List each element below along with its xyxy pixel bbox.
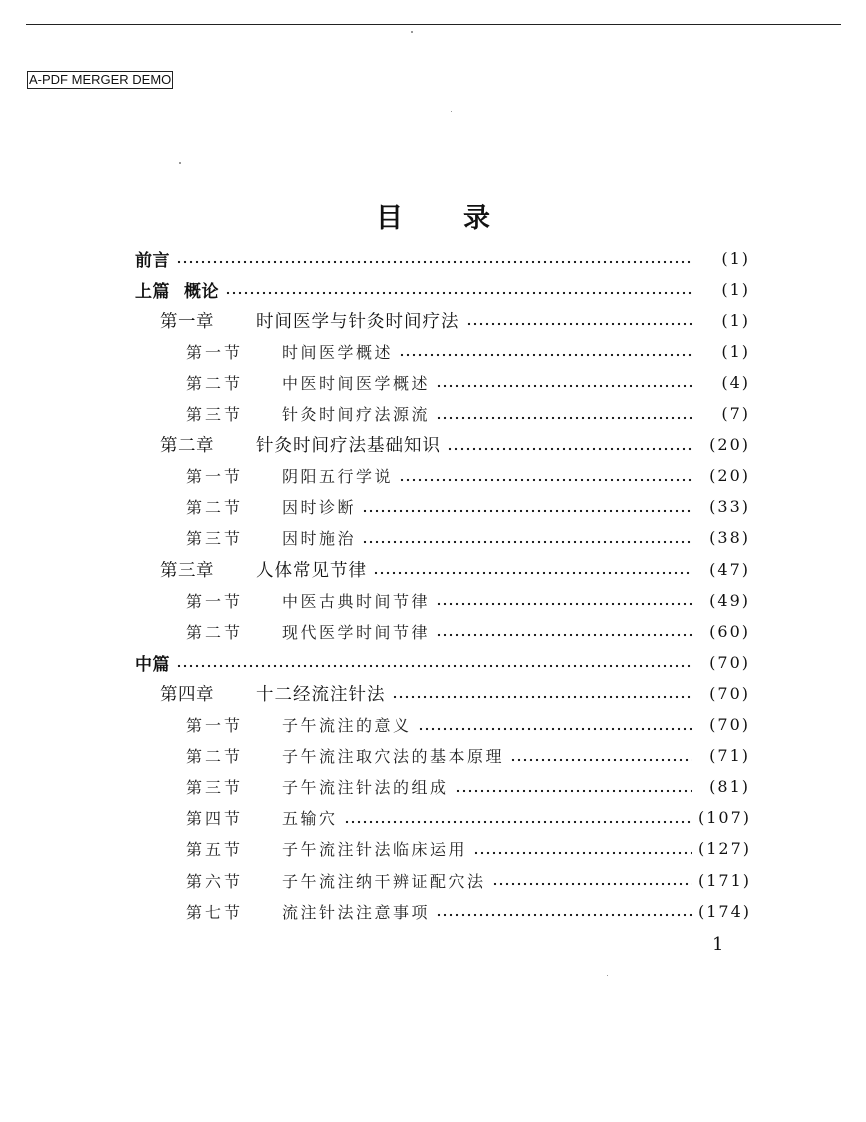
dot-leader xyxy=(225,275,692,303)
toc-entry-number: 第一章 xyxy=(160,311,214,332)
toc-entry-title: 因时诊断 xyxy=(282,498,357,518)
title-char-2: 录 xyxy=(463,203,490,235)
toc-entry-number: 第三节 xyxy=(186,405,244,424)
dot-leader xyxy=(473,835,692,863)
toc-entry-page: (20) xyxy=(709,466,750,486)
dot-leader xyxy=(447,431,692,459)
toc-entry-title: 前言 xyxy=(135,250,170,271)
toc-entry-page: (38) xyxy=(709,528,750,548)
toc-entry[interactable] xyxy=(0,617,866,645)
toc-entry-page: (7) xyxy=(721,404,750,423)
toc-entry-label xyxy=(186,869,486,892)
toc-entry-label xyxy=(186,371,430,394)
dot-leader xyxy=(510,742,692,770)
toc-entry-page: (49) xyxy=(709,590,750,610)
dot-leader xyxy=(436,368,692,396)
toc-entry-number: 第二节 xyxy=(186,747,244,767)
toc-entry-number: 第四章 xyxy=(160,684,214,705)
toc-entry-title: 人体常见节律 xyxy=(256,560,367,581)
dot-leader xyxy=(344,804,692,832)
dot-leader xyxy=(492,866,692,894)
toc-entry[interactable] xyxy=(0,244,866,272)
toc-entry-label xyxy=(160,432,441,457)
toc-entry-title: 子午流注取穴法的基本原理 xyxy=(282,747,505,767)
toc-entry[interactable] xyxy=(0,306,866,334)
toc-entry[interactable] xyxy=(0,679,866,707)
toc-entry-label xyxy=(186,526,356,549)
dot-leader xyxy=(362,524,692,552)
toc-entry-number: 第四节 xyxy=(186,809,244,829)
toc-entry-label xyxy=(186,900,430,923)
toc-entry-number: 第一节 xyxy=(186,467,244,487)
dot-leader xyxy=(399,462,692,490)
toc-entry-page: (81) xyxy=(709,777,750,797)
toc-entry-number: 上篇 xyxy=(135,281,170,302)
toc-entry-number: 第三节 xyxy=(186,778,244,798)
toc-entry-title: 时间医学概述 xyxy=(282,342,394,362)
toc-entry-label xyxy=(160,308,460,333)
toc-entry-title: 时间医学与针灸时间疗法 xyxy=(256,311,460,332)
toc-entry-page: (70) xyxy=(709,715,750,734)
toc-entry-page: (171) xyxy=(698,870,752,890)
toc-entry[interactable] xyxy=(0,368,866,396)
toc-entry-label xyxy=(186,713,412,736)
toc-entry-page: (60) xyxy=(709,621,750,641)
toc-entry[interactable] xyxy=(0,462,866,490)
toc-entry-page: (107) xyxy=(698,808,752,828)
toc-entry-title: 中医古典时间节律 xyxy=(282,591,431,611)
toc-entry-label xyxy=(135,277,219,302)
toc-entry-label xyxy=(186,744,504,767)
toc-entry-title: 十二经流注针法 xyxy=(256,684,386,705)
page-title xyxy=(0,196,866,235)
toc-entry-title: 五输穴 xyxy=(282,809,338,829)
top-rule xyxy=(26,24,841,25)
toc-entry-number: 第二章 xyxy=(160,436,214,457)
toc-entry-number: 第七节 xyxy=(186,902,244,922)
dot-leader xyxy=(436,897,692,925)
toc-entry-label xyxy=(135,246,170,271)
dot-leader xyxy=(373,555,692,583)
toc-entry[interactable] xyxy=(0,493,866,521)
toc-entry-title: 子午流注针法的组成 xyxy=(282,778,449,798)
toc-entry-label xyxy=(186,495,356,518)
toc-entry-title: 针灸时间疗法源流 xyxy=(282,405,431,424)
toc-entry-page: (20) xyxy=(709,435,750,455)
toc-entry[interactable] xyxy=(0,711,866,739)
scan-speck xyxy=(179,162,181,164)
toc-entry[interactable] xyxy=(0,648,866,676)
toc-entry[interactable] xyxy=(0,897,866,925)
toc-entry[interactable] xyxy=(0,431,866,459)
toc-entry-title: 中医时间医学概述 xyxy=(282,373,431,393)
toc-entry[interactable] xyxy=(0,586,866,614)
dot-leader xyxy=(418,711,692,739)
dot-leader xyxy=(436,617,692,645)
toc-entry-label xyxy=(160,681,386,706)
dot-leader xyxy=(399,337,692,365)
toc-entry-label xyxy=(186,837,467,860)
toc-entry[interactable] xyxy=(0,400,866,428)
dot-leader xyxy=(466,306,693,334)
toc-entry[interactable] xyxy=(0,524,866,552)
dot-leader xyxy=(392,679,693,707)
toc-entry-label xyxy=(160,557,367,582)
toc-entry-title: 因时施治 xyxy=(282,529,357,549)
toc-entry-page: (47) xyxy=(709,559,750,579)
toc-entry-number: 第六节 xyxy=(186,871,244,891)
toc-entry-label xyxy=(186,775,449,798)
toc-entry-title: 子午流注的意义 xyxy=(282,716,412,735)
toc-entry-page: (1) xyxy=(721,310,750,330)
toc-entry-page: (4) xyxy=(721,372,750,392)
toc-entry-page: (1) xyxy=(721,341,750,361)
title-char-1: 目 xyxy=(376,203,403,235)
toc-entry-label xyxy=(186,464,393,487)
toc-entry-label xyxy=(186,806,338,829)
scan-speck xyxy=(451,111,452,112)
toc-entry[interactable] xyxy=(0,555,866,583)
toc-entry-number: 第三节 xyxy=(186,529,244,549)
toc-entry[interactable] xyxy=(0,275,866,303)
toc-entry[interactable] xyxy=(0,835,866,863)
toc-entry-page: (174) xyxy=(698,901,752,921)
toc-entry-page: (70) xyxy=(709,652,750,672)
toc-entry-number: 第一节 xyxy=(186,716,244,735)
dot-leader xyxy=(362,493,692,521)
toc-entry-label xyxy=(186,589,430,612)
toc-entry-page: (1) xyxy=(721,279,750,299)
toc-entry-title: 阴阳五行学说 xyxy=(282,467,394,487)
toc-entry-number: 第二节 xyxy=(186,498,244,518)
toc-entry-page: (70) xyxy=(709,683,750,703)
toc-entry-title: 中篇 xyxy=(135,654,170,675)
toc-entry-number: 第五节 xyxy=(186,840,244,860)
toc-entry-number: 第一节 xyxy=(186,342,244,362)
toc-entry-title: 现代医学时间节律 xyxy=(282,622,431,642)
toc-entry-label xyxy=(186,620,430,643)
scan-speck xyxy=(411,31,413,33)
page-number: 1 xyxy=(712,934,724,955)
dot-leader xyxy=(436,400,692,428)
toc-entry-number: 第二节 xyxy=(186,373,244,393)
toc-entry-title: 流注针法注意事项 xyxy=(282,902,431,922)
toc-entry-number: 第二节 xyxy=(186,622,244,642)
toc-entry[interactable] xyxy=(0,804,866,832)
toc-entry-page: (71) xyxy=(709,746,750,766)
toc-entry-title: 子午流注纳干辨证配穴法 xyxy=(282,871,486,891)
toc-entry[interactable] xyxy=(0,337,866,365)
toc-entry-page: (33) xyxy=(709,497,750,517)
dot-leader xyxy=(176,648,692,676)
toc-entry-number: 第一节 xyxy=(186,591,244,611)
toc-entry-title: 子午流注针法临床运用 xyxy=(282,840,468,860)
watermark-label: A-PDF MERGER DEMO xyxy=(29,72,172,87)
dot-leader xyxy=(176,244,692,272)
toc-entry[interactable] xyxy=(0,866,866,894)
toc-entry-title: 针灸时间疗法基础知识 xyxy=(256,436,441,457)
toc-entry-number: 第三章 xyxy=(160,560,214,581)
toc-entry-label xyxy=(186,340,393,363)
dot-leader xyxy=(436,586,692,614)
toc-entry-page: (127) xyxy=(698,839,752,859)
toc-entry-label xyxy=(186,402,430,425)
toc-entry-title: 概论 xyxy=(184,281,219,302)
toc-entry-page: (1) xyxy=(721,248,750,268)
toc-entry[interactable] xyxy=(0,742,866,770)
dot-leader xyxy=(455,773,692,801)
toc-entry[interactable] xyxy=(0,773,866,801)
scan-speck xyxy=(607,975,608,976)
toc-entry-label xyxy=(135,650,170,675)
